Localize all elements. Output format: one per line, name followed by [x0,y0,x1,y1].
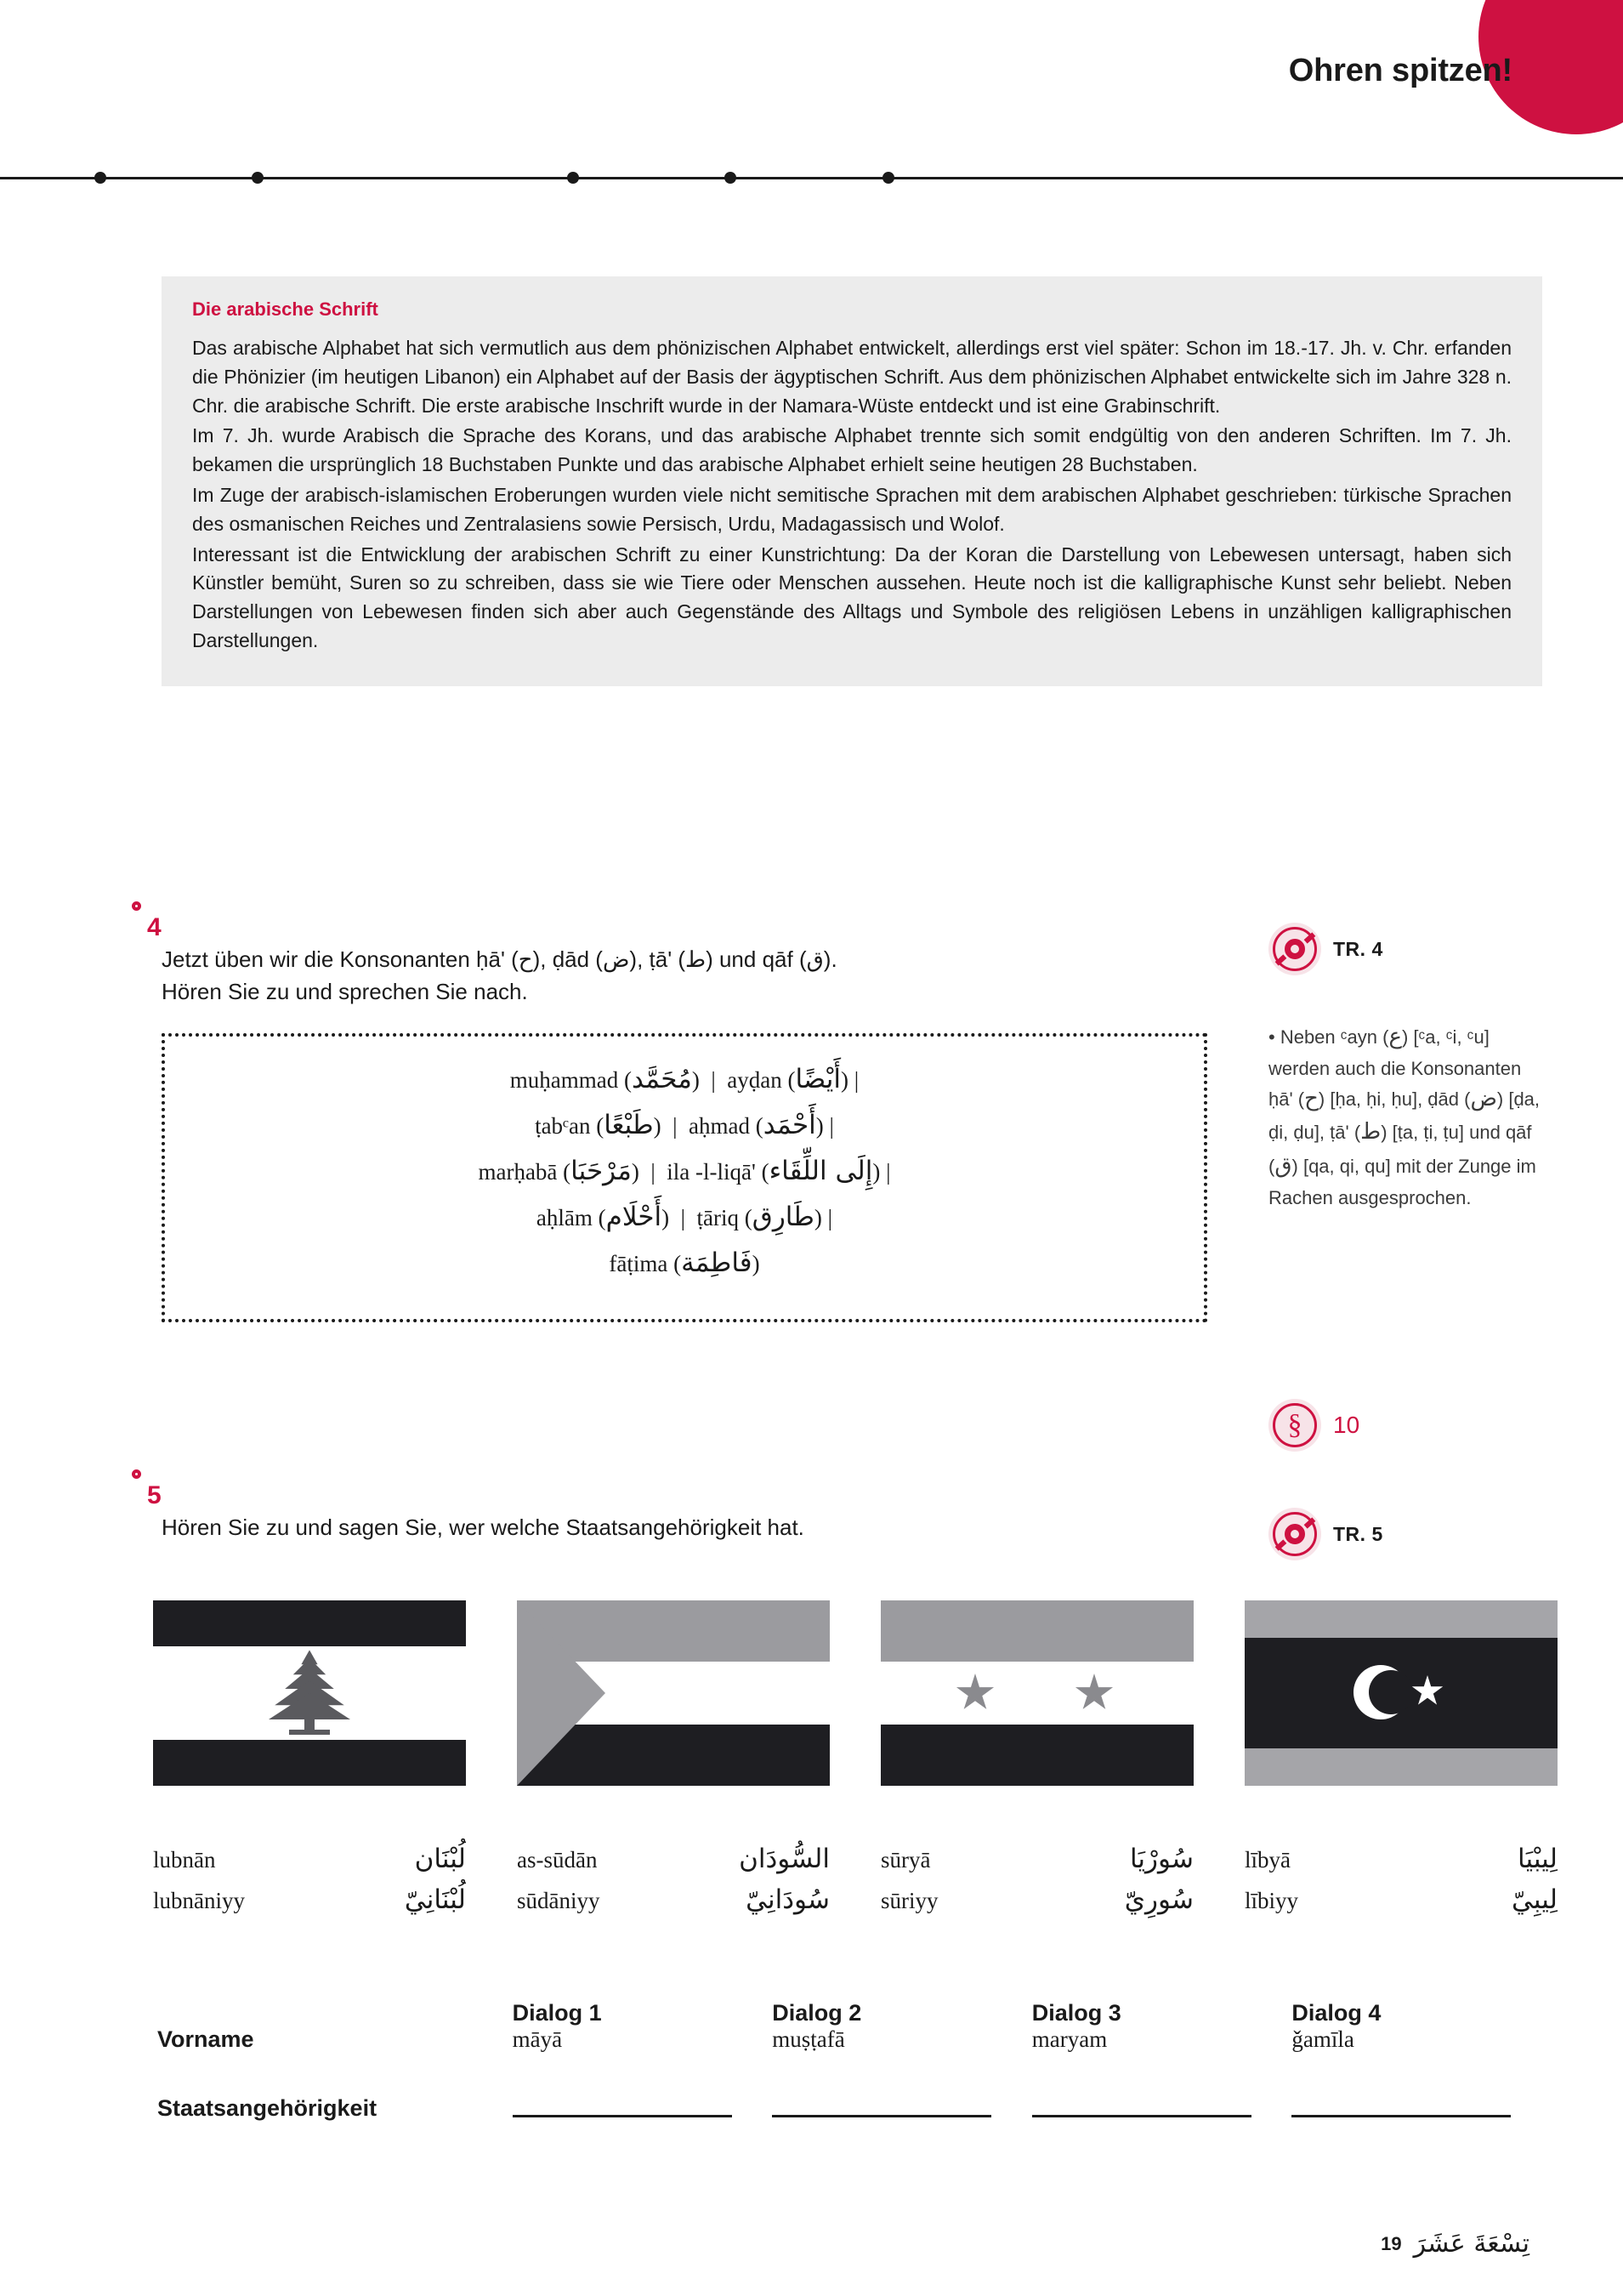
flags-row [153,1600,1547,1786]
instruction-line: Jetzt üben wir die Konsonanten ḥā' (ح), ḍād (ض), ṭā' (ط) und qāf (ق). [162,946,837,972]
sudan-chevron [517,1600,605,1786]
word-translit: marḥabā [478,1159,558,1185]
country-arabic: لُبْنَان [414,1844,466,1874]
col-header-dialog-2: Dialog 2 [772,2000,862,2026]
country-syria [881,1844,1194,1925]
crescent-cutout [1369,1670,1413,1714]
country-adjective-line [1245,1884,1558,1915]
word-translit: aḥmad [689,1113,751,1139]
col-header-blank [157,2000,513,2026]
practice-line: aḥlām (أَحْلَام) | ṭāriq (طَارِق) | [536,1202,833,1232]
adjective-translit: lībiyy [1245,1888,1299,1913]
word-arabic: أَيْضًا [795,1064,842,1094]
country-adjective-line [881,1884,1194,1915]
track-label: TR. 4 [1333,937,1383,960]
track-badge-4[interactable] [1268,923,1383,975]
page-number-arabic: تِسْعَةَ عَشَرَ [1413,2229,1529,2259]
grammar-reference-number: 10 [1333,1412,1360,1438]
word-translit: ayḍan [727,1067,782,1093]
info-paragraph: Im Zuge der arabisch-islamischen Eroberungen wurden viele nicht semitische Sprachen mit dem arabischen Alphabet geschrieben: türkische Sprachen des osmanischen Reiches und Zentralasiens sowie Persisch, Urdu, Madagassisch und Wolof. [192,483,1512,535]
word-translit: ṭabᶜan [535,1113,591,1139]
dialog-answer-table [157,2000,1552,2122]
exercise-5-instruction: Hören Sie zu und sagen Sie, wer welche Staatsangehörigkeit hat. [162,1515,804,1540]
note-text: ) [qa, qi, qu] mit der Zunge im Rachen ausgesprochen. [1268,1155,1536,1208]
exercise-4-instruction [162,944,1207,1008]
country-arabic: سُورْيَا [1129,1844,1194,1874]
country-arabic: لِيبْيَا [1518,1844,1558,1874]
word-arabic: أَحْمَد [763,1110,816,1140]
track-label: TR. 5 [1333,1522,1383,1545]
word-arabic: إِلَى اللِّقَاء [769,1156,873,1186]
arabic-letter-dad: ض [1470,1085,1497,1111]
note-text: • Neben ᶜayn ( [1268,1026,1389,1048]
header-divider [0,177,1623,179]
arabic-letter-ha: ح [1304,1085,1319,1111]
country-lebanon [153,1844,466,1925]
page-footer [1381,2229,1529,2259]
country-libya [1245,1844,1558,1925]
col-header-dialog-3: Dialog 3 [1031,2000,1121,2026]
adjective-arabic: لِيبِيّ [1512,1884,1558,1915]
country-translit: sūryā [881,1847,931,1873]
arabic-letter-ta: ط [1360,1119,1382,1145]
divider-dot [94,172,106,184]
country-arabic: السُّودَان [739,1844,830,1874]
word-arabic: أَحْلَام [605,1202,662,1232]
col-header-dialog-1: Dialog 1 [512,2000,602,2026]
cd-icon [1268,1508,1321,1560]
country-adjective-line [517,1884,830,1915]
note-text: ) [ḍa, ḍi, ḍu], ṭā' ( [1268,1088,1541,1144]
answer-field-dialog-3[interactable] [1032,2095,1292,2122]
divider-dot [567,172,579,184]
country-name-line [1245,1844,1558,1874]
track-badge-5[interactable] [1268,1508,1383,1560]
exercise-number: 4 [147,913,162,941]
adjective-translit: lubnāniyy [153,1888,245,1913]
info-box-title: Die arabische Schrift [192,298,378,320]
vorname-dialog-4: ǧamīla [1291,2026,1354,2052]
page-title: Ohren spitzen! [1288,53,1512,88]
info-paragraph: Im 7. Jh. wurde Arabisch die Sprache des Korans, und das arabische Alphabet trennte sich somit endgültig von den anderen Schriften. Im 7. Jh. bekamen die ursprünglich 18 Buchstaben Punkte und das arabische Alphabet erhielt seine heutigen 28 Buchstaben. [192,424,1512,476]
country-name-line [153,1844,466,1874]
word-arabic: طَبْعًا [604,1110,654,1140]
practice-word-box [162,1033,1207,1322]
instruction-line: Hören Sie zu und sprechen Sie nach. [162,978,528,1004]
cd-icon [1268,923,1321,975]
adjective-arabic: سُودَانِيّ [746,1884,830,1915]
cedar-tree-icon [254,1648,365,1740]
word-translit: ila -l-liqā' [667,1159,756,1185]
country-labels-row [153,1844,1564,1925]
practice-line: fāṭima (فَاطِمَة) [609,1247,760,1278]
exercise-bullet-icon [132,901,141,911]
adjective-translit: sūriyy [881,1888,939,1913]
syria-flag [881,1600,1194,1786]
word-arabic: مَرْحَبَا [570,1156,632,1186]
adjective-arabic: لُبْنَانِيّ [404,1884,466,1915]
arabic-letter-ayn: ع [1388,1024,1402,1049]
exercise-bullet-icon [132,1469,141,1479]
answer-field-dialog-1[interactable] [513,2095,773,2122]
word-arabic: فَاطِمَة [681,1247,752,1278]
word-translit: muḥammad [509,1067,619,1093]
word-translit: ṭāriq [696,1205,740,1230]
practice-line: ṭabᶜan (طَبْعًا) | aḥmad (أَحْمَد) | [535,1110,834,1140]
info-paragraph: Das arabische Alphabet hat sich vermutlich aus dem phönizischen Alphabet entwickelt, allerdings erst viel später: Schon im 18.-17. Jh. v. Chr. erfanden die Phönizier (im heutigen Libanon) ein Alphabet auf der Basis der ägyptischen Schrift. Aus dem phönizischen Alphabet entwickelte sich im Jahre 328 n. Chr. die arabische Schrift. Die erste arabische Inschrift wurde in der Namara-Wüste entdeckt und ist eine Grabinschrift. [192,337,1512,417]
page-number: 19 [1381,2232,1402,2254]
adjective-arabic: سُورِيّ [1124,1884,1194,1915]
divider-dot [724,172,736,184]
exercise-number: 5 [147,1481,162,1509]
table-row [157,2026,1552,2095]
word-arabic: مُحَمَّد [632,1064,692,1094]
country-translit: lībyā [1245,1847,1291,1873]
pronunciation-side-note [1268,1020,1549,1212]
country-name-line [517,1844,830,1874]
vorname-dialog-3: maryam [1031,2026,1108,2052]
adjective-translit: sūdāniyy [517,1888,600,1913]
info-box [162,276,1542,686]
table-header-row [157,2000,1552,2026]
country-adjective-line [153,1884,466,1915]
word-arabic: طَارِق [752,1202,814,1232]
note-text: ) [ṭa, ṭi, ṭu] und qāf ( [1268,1122,1532,1177]
paragraph-glyph: § [1287,1409,1302,1441]
vorname-dialog-2: muṣṭafā [772,2026,845,2052]
word-translit: aḥlām [536,1205,593,1230]
grammar-reference-badge[interactable] [1268,1399,1359,1452]
answer-field-dialog-4[interactable] [1291,2095,1552,2122]
country-translit: lubnān [153,1847,216,1873]
row-label-vorname: Vorname [157,2026,254,2052]
note-text: ) [ᶜa, ᶜi, ᶜu] werden auch die Konsonanten ḥā' ( [1268,1026,1522,1110]
sudan-flag [517,1600,830,1786]
lebanon-flag [153,1600,466,1786]
divider-dot [252,172,264,184]
practice-line: muḥammad (مُحَمَّد) | ayḍan (أَيْضًا) | [509,1064,860,1094]
table-row [157,2095,1552,2122]
country-sudan [517,1844,830,1925]
vorname-dialog-1: māyā [512,2026,563,2052]
col-header-dialog-4: Dialog 4 [1291,2000,1382,2026]
word-translit: fāṭima [609,1251,668,1276]
arabic-letter-qaf: ق [1274,1152,1292,1179]
paragraph-icon [1268,1399,1321,1452]
country-translit: as-sūdān [517,1847,598,1873]
practice-line: marḥabā (مَرْحَبَا) | ila -l-liqā' (إِلَى اللِّقَاء) | [478,1156,891,1186]
row-label-staatsangehoerigkeit: Staatsangehörigkeit [157,2095,377,2121]
country-name-line [881,1844,1194,1874]
info-paragraph: Interessant ist die Entwicklung der arabischen Schrift zu einer Kunstrichtung: Da der Koran die Darstellung von Lebewesen untersagt, haben sich Künstler bemüht, Suren so zu schreiben, dass sie wie Tiere oder Menschen aussehen. Heute noch ist die kalligraphische Kunst sehr beliebt. Neben Darstellungen von Lebewesen finden sich aber auch Gegenstände des Alltags und Symbole des religiösen Lebens in unzähligen kalligraphischen Darstellungen. [192,543,1512,651]
turkey-flag [1245,1600,1558,1786]
divider-dot [882,172,894,184]
note-text: ) [ḥa, ḥi, ḥu], ḍād ( [1318,1088,1471,1110]
answer-field-dialog-2[interactable] [772,2095,1032,2122]
